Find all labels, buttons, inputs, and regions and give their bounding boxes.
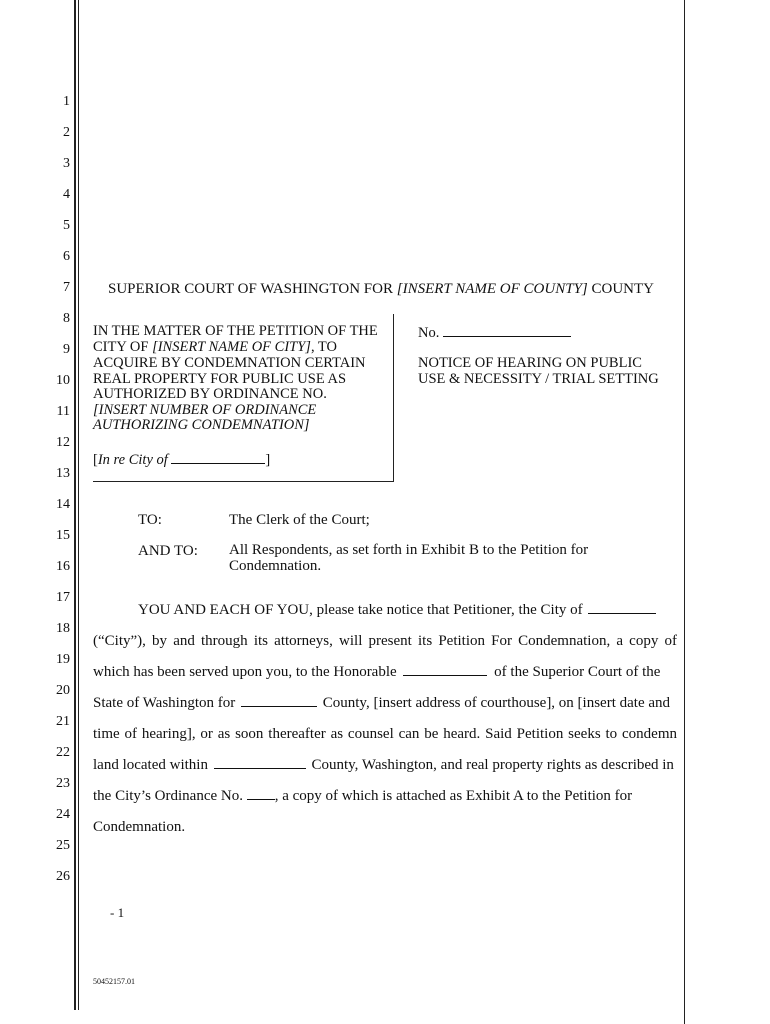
line-number: 5 <box>63 218 70 233</box>
body-text: which has been served upon you, to the Honorable <box>93 664 397 680</box>
line-number: 18 <box>56 621 70 636</box>
caption-city-placeholder: [INSERT NAME OF CITY] <box>152 339 311 355</box>
line-number: 9 <box>63 342 70 357</box>
line-number: 11 <box>56 404 70 419</box>
body-line: Condemnation. <box>93 819 186 835</box>
notice-title: NOTICE OF HEARING ON PUBLIC <box>418 355 642 371</box>
line-number: 7 <box>63 280 70 295</box>
line-number: 13 <box>56 466 70 481</box>
body-text: of the Superior Court of the <box>494 664 661 680</box>
in-re-blank <box>171 451 265 464</box>
caption-line: ACQUIRE BY CONDEMNATION CERTAIN <box>93 355 366 371</box>
caption-line: IN THE MATTER OF THE PETITION OF THE <box>93 323 378 339</box>
line-number: 24 <box>56 807 70 822</box>
line-number: 20 <box>56 683 70 698</box>
body-text: the City’s Ordinance No. <box>93 788 243 804</box>
line-number: 15 <box>56 528 70 543</box>
body-line <box>138 601 677 619</box>
line-number: 22 <box>56 745 70 760</box>
in-re-line <box>93 451 270 468</box>
and-to-label: AND TO: <box>138 543 198 559</box>
case-number <box>418 324 571 341</box>
caption-line <box>93 403 316 418</box>
line-number: 26 <box>56 869 70 884</box>
body-text: County, [insert address of courthouse], on [insert date and <box>322 695 671 711</box>
caption-line <box>93 418 310 433</box>
caption-text: CITY OF <box>93 339 153 355</box>
ordinance-number-blank <box>247 787 275 800</box>
page-number: - 1 <box>110 905 125 920</box>
line-number: 1 <box>63 94 70 109</box>
judge-blank <box>403 663 487 676</box>
line-number: 2 <box>63 125 70 140</box>
and-to-value: Condemnation. <box>229 558 322 574</box>
line-number: 3 <box>63 156 70 171</box>
land-county-blank <box>214 756 306 769</box>
body-line <box>93 787 677 805</box>
caption-line: AUTHORIZED BY ORDINANCE NO. <box>93 386 327 402</box>
line-number: 16 <box>56 559 70 574</box>
county-blank <box>241 694 317 707</box>
line-number: 10 <box>56 373 70 388</box>
court-title-county: [INSERT NAME OF COUNTY] <box>396 281 588 297</box>
to-value: The Clerk of the Court; <box>229 512 370 528</box>
left-margin-rule <box>74 0 76 1010</box>
body-line <box>93 663 677 681</box>
to-label: TO: <box>138 512 162 528</box>
line-number: 4 <box>63 187 70 202</box>
line-number: 19 <box>56 652 70 667</box>
line-number: 14 <box>56 497 70 512</box>
court-title <box>108 281 654 298</box>
case-number-label: No. <box>418 325 440 341</box>
body-line: time of hearing], or as soon thereafter as counsel can be heard. Said Petition seeks to condemn <box>93 726 677 742</box>
body-line <box>93 694 677 712</box>
body-text: County, Washington, and real property rights as described in <box>311 757 674 773</box>
line-number: 17 <box>56 590 70 605</box>
and-to-value: All Respondents, as set forth in Exhibit B to the Petition for <box>229 542 589 558</box>
line-number: 21 <box>56 714 70 729</box>
caption-ordinance-placeholder: AUTHORIZING CONDEMNATION] <box>93 417 310 433</box>
notice-title: USE & NECESSITY / TRIAL SETTING <box>418 371 659 387</box>
caption-text: , TO <box>310 339 337 355</box>
caption-bottom-rule <box>93 481 394 482</box>
body-line <box>93 756 677 774</box>
body-text: , a copy of which is attached as Exhibit A to the Petition for <box>274 788 633 804</box>
caption-text: ] <box>265 452 271 468</box>
caption-line: REAL PROPERTY FOR PUBLIC USE AS <box>93 371 347 387</box>
body-text: YOU AND EACH OF YOU, please take notice that Petitioner, the City of <box>138 602 583 618</box>
body-text: land located within <box>93 757 208 773</box>
document-id: 50452157.01 <box>93 977 135 986</box>
caption-text: [ <box>93 452 98 468</box>
court-title-prefix: SUPERIOR COURT OF WASHINGTON FOR <box>108 281 397 297</box>
line-number: 25 <box>56 838 70 853</box>
body-text: State of Washington for <box>93 695 236 711</box>
left-margin-rule-inner <box>78 0 79 1010</box>
court-title-suffix: COUNTY <box>587 281 655 297</box>
line-number: 6 <box>63 249 70 264</box>
case-number-blank <box>443 324 571 337</box>
line-number: 23 <box>56 776 70 791</box>
line-number: 8 <box>63 311 70 326</box>
in-re-label: In re City of <box>97 452 172 468</box>
city-blank <box>588 601 656 614</box>
caption-divider <box>393 314 394 482</box>
caption-line <box>93 340 337 355</box>
caption-ordinance-placeholder: [INSERT NUMBER OF ORDINANCE <box>93 402 317 418</box>
body-line: (“City”), by and through its attorneys, will present its Petition For Condemnation, a copy of <box>93 633 677 649</box>
line-number: 12 <box>56 435 70 450</box>
right-margin-rule <box>684 0 685 1024</box>
